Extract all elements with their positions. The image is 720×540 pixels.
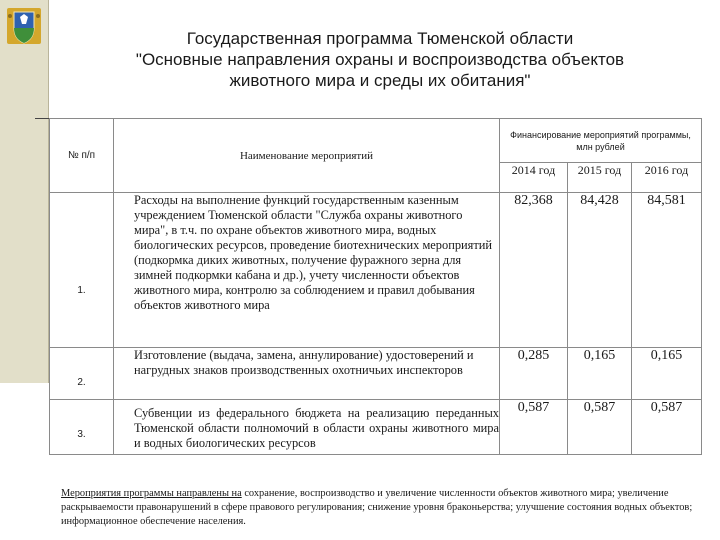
row-value-2016: 0,587 — [632, 400, 702, 455]
row-value-2015: 0,165 — [568, 348, 632, 400]
row-name: Субвенции из федерального бюджета на реализацию переданных Тюменской области полномочий в области охраны животного мира и водных биологических ресурсов — [114, 400, 500, 455]
header-year-2016: 2016 год — [632, 163, 702, 193]
row-value-2014: 82,368 — [500, 193, 568, 348]
row-number: 3. — [50, 400, 114, 455]
footer-lead: Мероприятия программы направлены на — [61, 488, 242, 499]
header-name: Наименование мероприятий — [239, 149, 374, 162]
row-value-2016: 84,581 — [632, 193, 702, 348]
title-line-1: Государственная программа Тюменской области — [186, 29, 574, 48]
header-year-2015: 2015 год — [568, 163, 632, 193]
header-financing: Финансирование мероприятий программы, млн рублей — [510, 129, 691, 152]
row-number: 1. — [50, 193, 114, 348]
row-value-2016: 0,165 — [632, 348, 702, 400]
table-row — [50, 348, 702, 400]
table-row — [50, 193, 702, 348]
header-number-cell — [50, 119, 114, 193]
header-financing-cell — [500, 119, 702, 163]
left-sidebar-band — [0, 0, 48, 383]
table-row — [50, 400, 702, 455]
program-table — [49, 118, 702, 455]
title-line-3: животного мира и среды их обитания" — [229, 71, 531, 90]
title-line-2: "Основные направления охраны и воспроизводства объектов — [135, 50, 625, 69]
row-name: Изготовление (выдача, замена, аннулирование) удостоверений и нагрудных знаков производственных охотничьих инспекторов — [114, 348, 500, 400]
footer-text: сохранение, воспроизводство и увеличение численности объектов животного мира; увеличение раскрываемости правонарушений в сфере правового регулирования; снижение уровня браконьерства; улучшение состояния водных объектов; информационное обеспечение населения. — [61, 488, 693, 527]
row-value-2014: 0,587 — [500, 400, 568, 455]
coat-of-arms-icon — [6, 6, 42, 46]
page-title — [60, 28, 700, 91]
row-value-2015: 0,587 — [568, 400, 632, 455]
header-name-cell — [114, 119, 500, 193]
row-name: Расходы на выполнение функций государственным казенным учреждением Тюменской области "Служба охраны животного мира", в т.ч. по охране объектов животного мира, водных биологических ресурсов, проведение биотехнических мероприятий (подкормка диких животных, получение фуражного зерна для зимней подкормки кабана и др.), учету численности объектов животного мира, контролю за соблюдением и правил добывания объектов животного мира — [114, 193, 500, 348]
row-value-2015: 84,428 — [568, 193, 632, 348]
row-value-2014: 0,285 — [500, 348, 568, 400]
row-number: 2. — [50, 348, 114, 400]
header-year-2014: 2014 год — [500, 163, 568, 193]
footer-note — [61, 487, 701, 529]
header-number: № п/п — [67, 150, 96, 161]
